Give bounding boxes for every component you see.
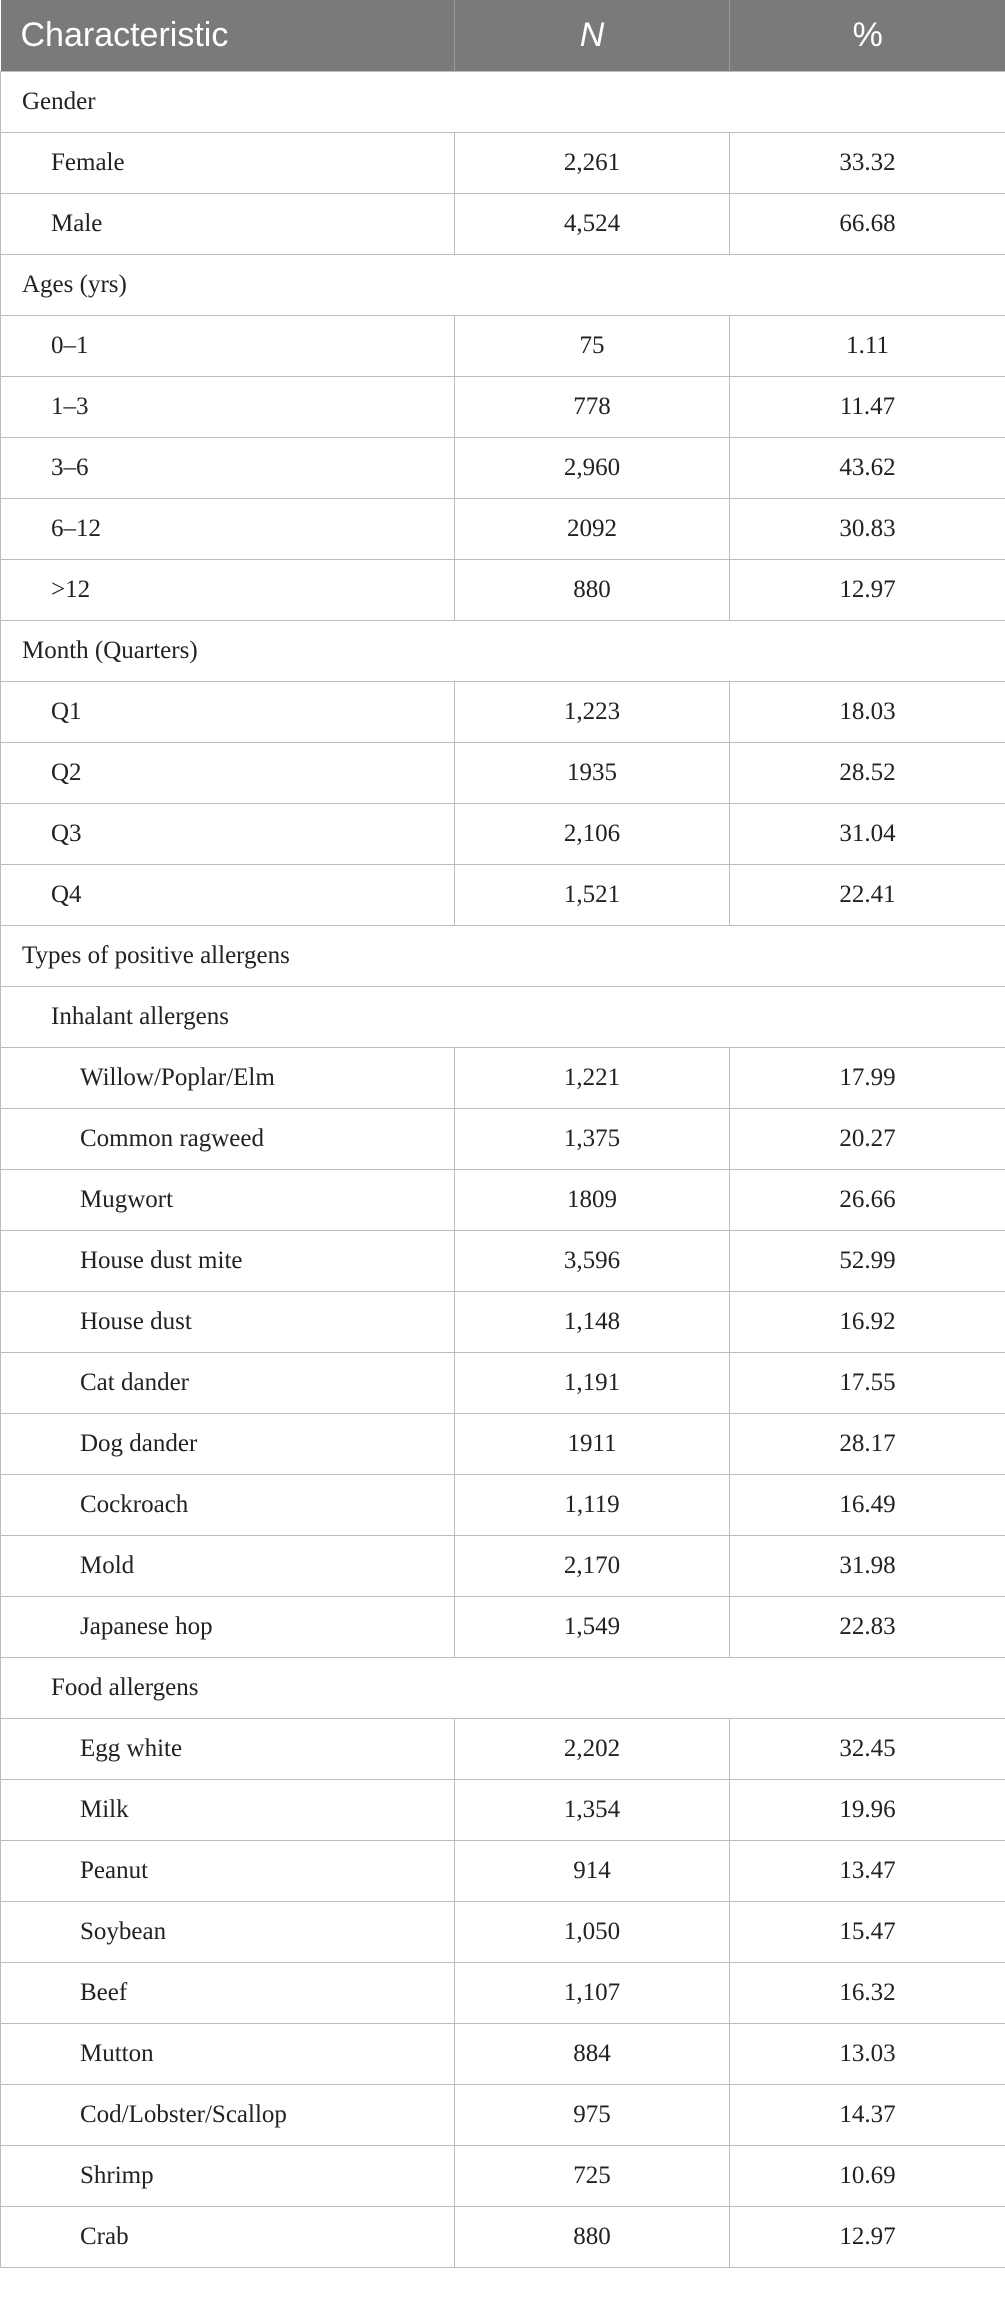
row-percent-value: 13.03 (730, 2023, 1005, 2084)
row-n-value: 914 (455, 1840, 730, 1901)
row-label: Japanese hop (1, 1596, 455, 1657)
row-label: Male (1, 193, 455, 254)
row-n-value: 1,221 (455, 1047, 730, 1108)
row-percent-value: 14.37 (730, 2084, 1005, 2145)
row-label: 3–6 (1, 437, 455, 498)
table-row (1, 1840, 1005, 1901)
section-row (1, 986, 1005, 1047)
row-n-value: 1911 (455, 1413, 730, 1474)
row-label: Egg white (1, 1718, 455, 1779)
table-body (1, 71, 1005, 2267)
table-row (1, 1718, 1005, 1779)
row-percent-value: 28.17 (730, 1413, 1005, 1474)
row-percent-value: 15.47 (730, 1901, 1005, 1962)
row-n-value: 1,119 (455, 1474, 730, 1535)
row-n-value: 1,223 (455, 681, 730, 742)
row-n-value: 1,050 (455, 1901, 730, 1962)
table-row (1, 315, 1005, 376)
row-percent-value: 32.45 (730, 1718, 1005, 1779)
table-row (1, 1352, 1005, 1413)
table-row (1, 864, 1005, 925)
table-row (1, 1413, 1005, 1474)
row-label: Q4 (1, 864, 455, 925)
row-percent-value: 31.98 (730, 1535, 1005, 1596)
table-row (1, 681, 1005, 742)
row-percent-value: 52.99 (730, 1230, 1005, 1291)
row-label: Q1 (1, 681, 455, 742)
row-percent-value: 28.52 (730, 742, 1005, 803)
row-n-value: 880 (455, 559, 730, 620)
row-n-value: 75 (455, 315, 730, 376)
row-percent-value: 30.83 (730, 498, 1005, 559)
row-n-value: 1,191 (455, 1352, 730, 1413)
row-percent-value: 16.49 (730, 1474, 1005, 1535)
table-row (1, 1779, 1005, 1840)
row-percent-value: 19.96 (730, 1779, 1005, 1840)
row-label: Mugwort (1, 1169, 455, 1230)
row-n-value: 1,354 (455, 1779, 730, 1840)
row-percent-value: 10.69 (730, 2145, 1005, 2206)
row-label: 0–1 (1, 315, 455, 376)
row-percent-value: 66.68 (730, 193, 1005, 254)
table-row (1, 2023, 1005, 2084)
row-percent-value: 26.66 (730, 1169, 1005, 1230)
table-row (1, 498, 1005, 559)
row-label: Female (1, 132, 455, 193)
table-header (1, 0, 1005, 71)
row-percent-value: 13.47 (730, 1840, 1005, 1901)
row-label: Q2 (1, 742, 455, 803)
row-percent-value: 16.92 (730, 1291, 1005, 1352)
table-row (1, 437, 1005, 498)
row-n-value: 1,375 (455, 1108, 730, 1169)
row-percent-value: 17.99 (730, 1047, 1005, 1108)
row-label: Beef (1, 1962, 455, 2023)
row-label: House dust (1, 1291, 455, 1352)
header-row (1, 0, 1005, 71)
row-n-value: 2,170 (455, 1535, 730, 1596)
row-n-value: 778 (455, 376, 730, 437)
section-label: Ages (yrs) (1, 254, 1005, 315)
row-n-value: 2,202 (455, 1718, 730, 1779)
row-n-value: 1,521 (455, 864, 730, 925)
section-label: Types of positive allergens (1, 925, 1005, 986)
row-label: Cod/Lobster/Scallop (1, 2084, 455, 2145)
row-label: Peanut (1, 1840, 455, 1901)
table-row (1, 1291, 1005, 1352)
row-percent-value: 22.41 (730, 864, 1005, 925)
row-percent-value: 22.83 (730, 1596, 1005, 1657)
row-n-value: 884 (455, 2023, 730, 2084)
table-row (1, 132, 1005, 193)
row-label: House dust mite (1, 1230, 455, 1291)
row-n-value: 1,549 (455, 1596, 730, 1657)
row-label: Crab (1, 2206, 455, 2267)
table-row (1, 1901, 1005, 1962)
table-row (1, 1047, 1005, 1108)
row-label: Shrimp (1, 2145, 455, 2206)
row-n-value: 2,960 (455, 437, 730, 498)
row-percent-value: 12.97 (730, 559, 1005, 620)
row-label: Mold (1, 1535, 455, 1596)
row-percent-value: 43.62 (730, 437, 1005, 498)
row-label: 6–12 (1, 498, 455, 559)
section-label: Food allergens (1, 1657, 1005, 1718)
row-percent-value: 17.55 (730, 1352, 1005, 1413)
section-label: Month (Quarters) (1, 620, 1005, 681)
row-n-value: 1809 (455, 1169, 730, 1230)
section-row (1, 1657, 1005, 1718)
row-n-value: 4,524 (455, 193, 730, 254)
table-row (1, 1474, 1005, 1535)
row-label: Soybean (1, 1901, 455, 1962)
row-n-value: 1,107 (455, 1962, 730, 2023)
table-row (1, 803, 1005, 864)
row-n-value: 725 (455, 2145, 730, 2206)
section-row (1, 71, 1005, 132)
row-label: Milk (1, 1779, 455, 1840)
row-percent-value: 31.04 (730, 803, 1005, 864)
row-label: >12 (1, 559, 455, 620)
table-row (1, 1230, 1005, 1291)
row-n-value: 880 (455, 2206, 730, 2267)
header-percent: % (730, 0, 1005, 71)
section-row (1, 925, 1005, 986)
row-n-value: 2,261 (455, 132, 730, 193)
row-label: Q3 (1, 803, 455, 864)
row-percent-value: 20.27 (730, 1108, 1005, 1169)
table-row (1, 559, 1005, 620)
section-row (1, 620, 1005, 681)
row-label: Willow/Poplar/Elm (1, 1047, 455, 1108)
row-percent-value: 11.47 (730, 376, 1005, 437)
table-row (1, 193, 1005, 254)
table-row (1, 2206, 1005, 2267)
row-label: Common ragweed (1, 1108, 455, 1169)
row-percent-value: 16.32 (730, 1962, 1005, 2023)
row-n-value: 1935 (455, 742, 730, 803)
row-n-value: 975 (455, 2084, 730, 2145)
row-percent-value: 18.03 (730, 681, 1005, 742)
table-row (1, 1535, 1005, 1596)
section-row (1, 254, 1005, 315)
header-characteristic: Characteristic (1, 0, 455, 71)
row-label: Cat dander (1, 1352, 455, 1413)
row-n-value: 2092 (455, 498, 730, 559)
row-n-value: 3,596 (455, 1230, 730, 1291)
table-row (1, 1169, 1005, 1230)
row-percent-value: 1.11 (730, 315, 1005, 376)
table-row (1, 2145, 1005, 2206)
section-label: Gender (1, 71, 1005, 132)
row-label: 1–3 (1, 376, 455, 437)
table-row (1, 742, 1005, 803)
table-row (1, 1108, 1005, 1169)
row-percent-value: 12.97 (730, 2206, 1005, 2267)
row-label: Cockroach (1, 1474, 455, 1535)
table-row (1, 1962, 1005, 2023)
row-n-value: 2,106 (455, 803, 730, 864)
header-n: N (455, 0, 730, 71)
table-row (1, 376, 1005, 437)
table-row (1, 2084, 1005, 2145)
table-row (1, 1596, 1005, 1657)
row-n-value: 1,148 (455, 1291, 730, 1352)
row-label: Mutton (1, 2023, 455, 2084)
row-label: Dog dander (1, 1413, 455, 1474)
section-label: Inhalant allergens (1, 986, 1005, 1047)
row-percent-value: 33.32 (730, 132, 1005, 193)
